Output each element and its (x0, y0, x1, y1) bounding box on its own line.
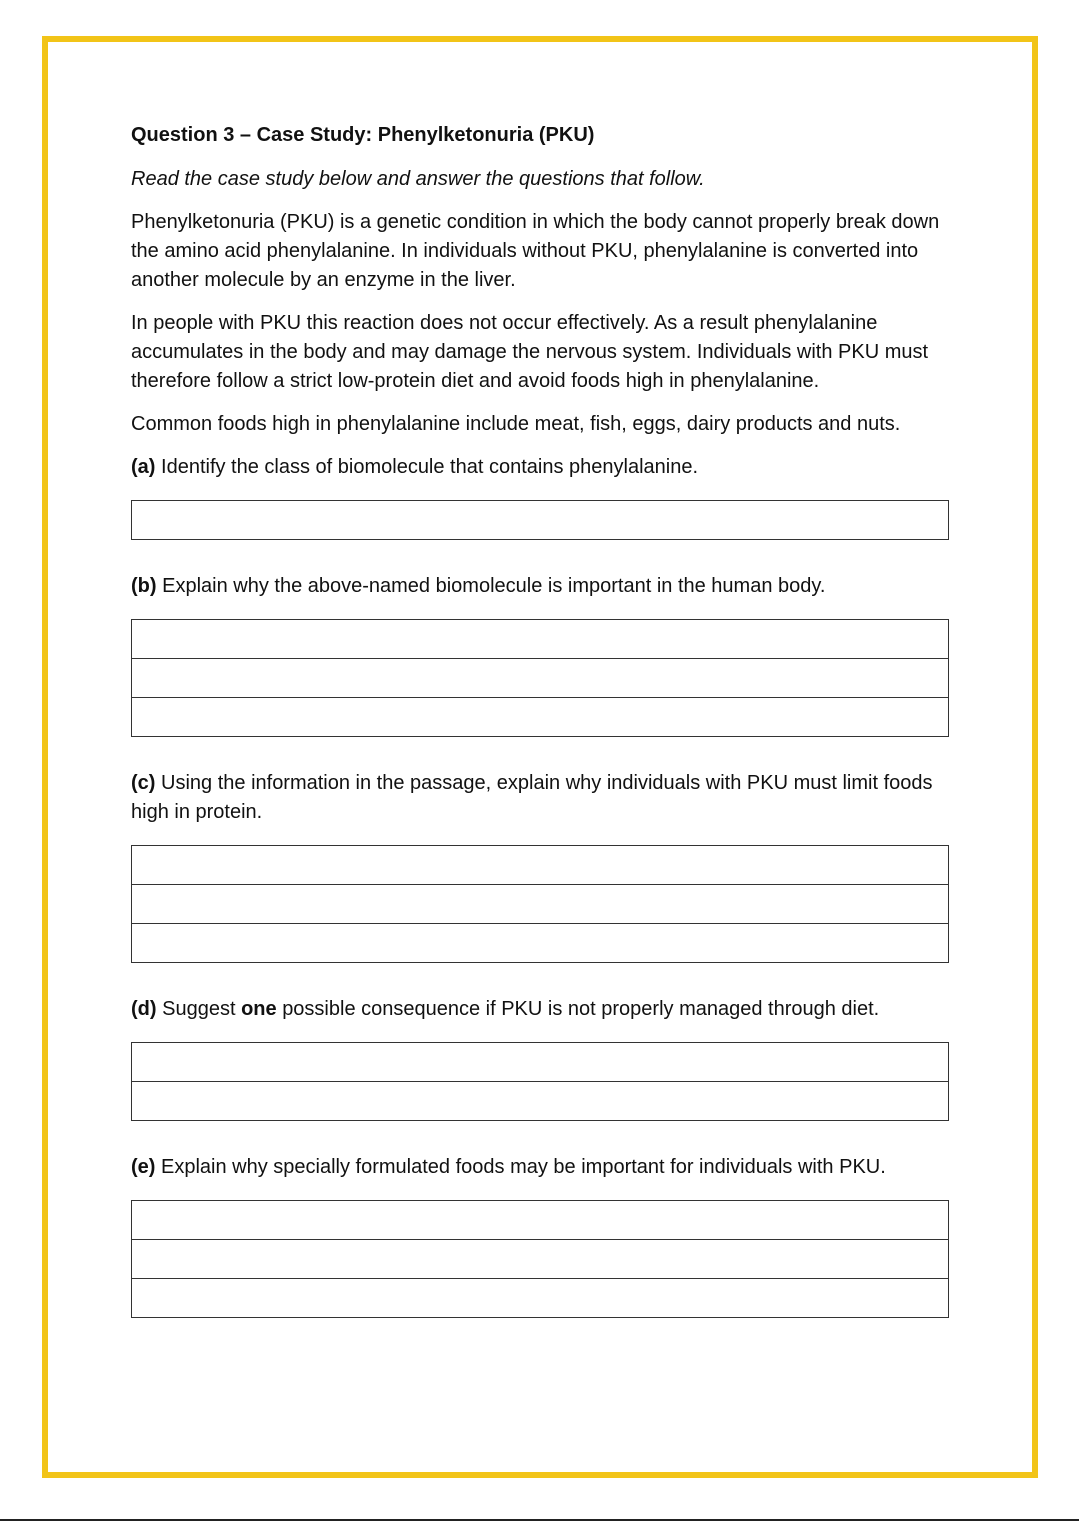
question-b (131, 572, 951, 601)
question-text: Identify the class of biomolecule that contains phenylalanine. (161, 456, 699, 478)
instruction-text: Read the case study below and answer the questions that follow. (131, 168, 705, 190)
case-study-paragraph: In people with PKU this reaction does not occur effectively. As a result phenylalanine accumulates in the body and may damage the nervous system. Individuals with PKU must therefore follow a strict low-protein diet and avoid foods high in phenylalanine. (131, 312, 929, 392)
answer-line[interactable] (132, 884, 948, 923)
question-text: Explain why the above-named biomolecule is important in the human body. (162, 575, 826, 597)
question-c (131, 769, 951, 827)
question-e (131, 1153, 951, 1182)
answer-box-d[interactable] (131, 1042, 949, 1121)
answer-box-e[interactable] (131, 1200, 949, 1318)
question-label: (d) (131, 998, 157, 1020)
answer-line[interactable] (132, 923, 948, 962)
question-label: (c) (131, 772, 156, 794)
page-bottom-edge (0, 1519, 1079, 1521)
answer-line[interactable] (132, 846, 948, 884)
question-label: (a) (131, 456, 156, 478)
answer-line[interactable] (132, 658, 948, 697)
question-label: (b) (131, 575, 157, 597)
answer-line[interactable] (132, 1239, 948, 1278)
answer-line[interactable] (132, 697, 948, 736)
answer-line[interactable] (132, 501, 948, 539)
answer-box-b[interactable] (131, 619, 949, 737)
answer-line[interactable] (132, 1278, 948, 1317)
question-label: (e) (131, 1156, 156, 1178)
answer-line[interactable] (132, 1043, 948, 1081)
answer-line[interactable] (132, 1081, 948, 1120)
case-study-paragraph: Common foods high in phenylalanine include meat, fish, eggs, dairy products and nuts. (131, 413, 901, 435)
answer-line[interactable] (132, 620, 948, 658)
question-d (131, 995, 951, 1024)
question-text: Using the information in the passage, explain why individuals with PKU must limit foods high in protein. (131, 772, 933, 823)
answer-box-a[interactable] (131, 500, 949, 540)
question-text: possible consequence if PKU is not properly managed through diet. (282, 998, 880, 1020)
answer-box-c[interactable] (131, 845, 949, 963)
question-a (131, 453, 951, 482)
worksheet-content (131, 121, 951, 1318)
case-study-paragraph: Phenylketonuria (PKU) is a genetic condition in which the body cannot properly break down the amino acid phenylalanine. In individuals without PKU, phenylalanine is converted into another molecule by an enzyme in the liver. (131, 211, 940, 291)
question-title: Question 3 – Case Study: Phenylketonuria (PKU) (131, 124, 595, 146)
question-emphasis: one (241, 998, 277, 1020)
answer-line[interactable] (132, 1201, 948, 1239)
question-text: Explain why specially formulated foods may be important for individuals with PKU. (161, 1156, 886, 1178)
question-text: Suggest (162, 998, 236, 1020)
